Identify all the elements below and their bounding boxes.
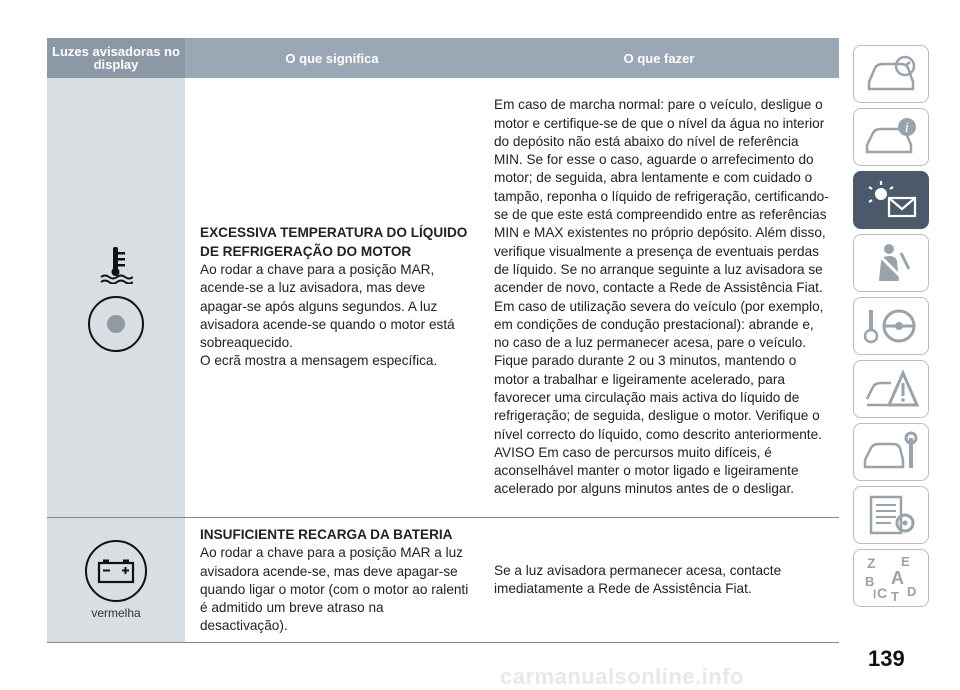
- car-wrench-icon: [861, 430, 921, 474]
- car-warning-triangle-icon: [861, 367, 921, 411]
- chapter-sidebar: [853, 45, 929, 612]
- meaning-text: Ao rodar a chave para a posição MAR, acende-se a luz avisadora, mas deve apagar-se após alguns segundos. A luz avisadora acende-se quando o motor está sobreaquecido.: [200, 261, 455, 351]
- table-row: [47, 518, 839, 643]
- header-warning-lights: Luzes avisadoras no display: [47, 38, 185, 78]
- meaning-title: INSUFICIENTE RECARGA DA BATERIA: [200, 527, 453, 542]
- index-letter: B: [865, 574, 875, 589]
- action-cell: [479, 78, 839, 517]
- warning-lights-table: [47, 38, 839, 643]
- meaning-title: EXCESSIVA TEMPERATURA DO LÍQUIDO DE REFRIGERAÇÃO DO MOTOR: [200, 225, 468, 259]
- watermark: carmanualsonline.info: [500, 664, 744, 689]
- index-letter: Z: [867, 555, 876, 571]
- action-cell: [479, 518, 839, 642]
- svg-text:i: i: [904, 121, 910, 136]
- icon-cell: [47, 518, 185, 642]
- meaning-cell: [185, 518, 479, 642]
- index-letter: C: [877, 585, 888, 601]
- page-number: 139: [868, 646, 905, 671]
- tab-maintenance[interactable]: [853, 423, 929, 481]
- tab-index[interactable]: [853, 549, 929, 607]
- icon-cell: [47, 78, 185, 517]
- meaning-text-2: O ecrã mostra a mensagem específica.: [200, 353, 438, 369]
- technical-data-icon: [861, 493, 921, 537]
- index-letter: D: [907, 584, 917, 599]
- table-row: [47, 78, 839, 518]
- grey-indicator-icon: [88, 296, 144, 352]
- coolant-temperature-icon: [99, 244, 133, 284]
- seat-belt-icon: [861, 241, 921, 285]
- meaning-cell: [185, 78, 479, 517]
- index-letters-icon: [861, 554, 921, 602]
- car-info-icon: [861, 115, 921, 159]
- header-meaning: O que significa: [285, 50, 379, 66]
- tab-technical-data[interactable]: [853, 486, 929, 544]
- warning-lights-icon: [861, 178, 921, 222]
- tab-safety[interactable]: [853, 234, 929, 292]
- index-letter: T: [891, 589, 899, 602]
- tab-starting[interactable]: [853, 297, 929, 355]
- battery-icon: [85, 540, 147, 602]
- action-text: Em caso de marcha normal: pare o veículo, desligue o motor e certifique-se de que o nível da água no interior do depósito não está abaixo do nível de referência MIN. Se for esse o caso, aguarde o arrefecimento do motor; de seguida, abra lentamente e com cuidado o tampão, reponha o líquido de refrigeração, certificando-se de que este está compreendido entre as referências MIN e MAX existentes no próprio depósito. Além disso, verifique visualmente a presença de eventuais perdas de líquido. Se no arranque seguinte a luz avisadora se acender de novo, contacte a Rede de Assistência Fiat. Em caso de utilização severa do veículo (por exemplo, em condições de condução prestacional): abrande e, no caso de a luz permanecer acesa, pare o veículo. Fique parado durante 2 ou 3 minutos, mantendo o motor a trabalhar e ligeiramente acelerado, para favorecer uma circulação mais activa do líquido de refrigeração; de seguida, desligue o motor. Verifique o nível correcto do líquido, como descrito anteriormente. AVISO Em caso de percursos muito difíceis, é aconselhável manter o motor ligado e ligeiramente acelerado por alguns minutos antes de o desligar.: [494, 97, 829, 497]
- header-action: O que fazer: [623, 50, 695, 66]
- tab-emergency[interactable]: [853, 360, 929, 418]
- index-letter: A: [891, 568, 904, 588]
- index-letter: E: [901, 554, 910, 569]
- icon-caption: vermelha: [91, 606, 141, 620]
- index-letter: I: [873, 587, 877, 601]
- grey-dot: [107, 315, 125, 333]
- car-dashboard-icon: [861, 52, 921, 96]
- tab-warning-lights[interactable]: [853, 171, 929, 229]
- tab-dashboard[interactable]: [853, 45, 929, 103]
- action-text: Se a luz avisadora permanecer acesa, contacte imediatamente a Rede de Assistência Fiat.: [494, 562, 782, 596]
- table-header: [47, 38, 839, 78]
- tab-info[interactable]: [853, 108, 929, 166]
- steering-key-icon: [861, 304, 921, 348]
- meaning-text: Ao rodar a chave para a posição MAR a luz avisadora acende-se, mas deve apagar-se quando ligar o motor (com o motor ao ralenti é admitido um breve atraso na desactivação).: [200, 545, 469, 634]
